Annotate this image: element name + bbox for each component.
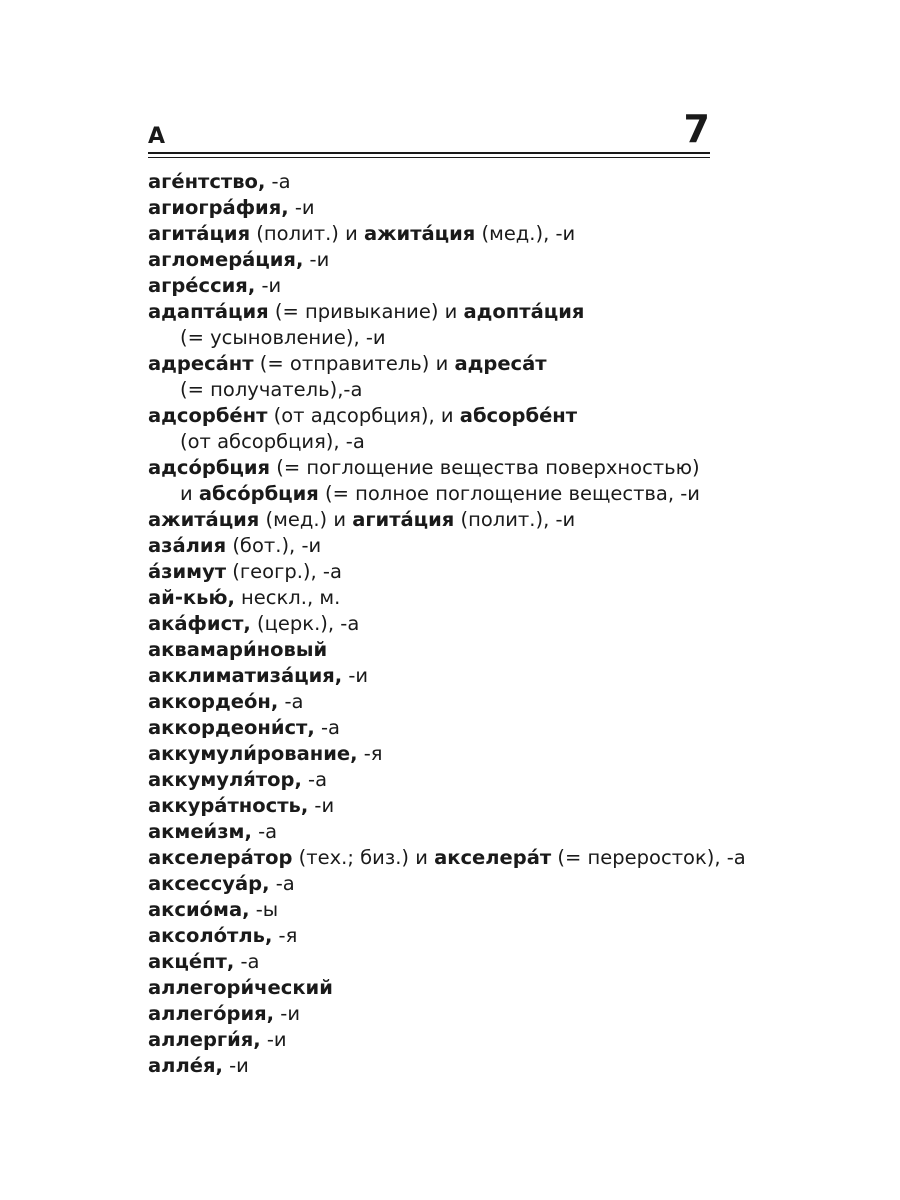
dictionary-entry <box>148 949 748 975</box>
headword: аллерги́я, <box>148 1028 261 1051</box>
header-rule-thin <box>148 157 710 158</box>
dictionary-entry <box>148 455 748 481</box>
gloss-text: -и <box>222 1054 249 1077</box>
gloss-text: (полит.), -и <box>454 508 576 531</box>
headword: адопта́ция <box>463 300 585 323</box>
dictionary-entry <box>148 1001 748 1027</box>
headword: аллегори́ческий <box>148 976 333 999</box>
dictionary-entry <box>148 533 748 559</box>
headword: акселера́тор <box>148 846 293 869</box>
headword: ака́фист, <box>148 612 251 635</box>
dictionary-entry <box>148 585 748 611</box>
headword: акклиматиза́ция, <box>148 664 343 687</box>
dictionary-entry <box>148 845 748 871</box>
dictionary-entry-continuation <box>148 429 748 455</box>
headword: аллего́рия, <box>148 1002 275 1025</box>
gloss-text: (= полное поглощение вещества, -и <box>318 482 700 505</box>
gloss-text: -а <box>234 950 260 973</box>
gloss-text: -а <box>278 690 304 713</box>
gloss-text: (тех.; биз.) и <box>292 846 435 869</box>
gloss-text: (= привыкание) и <box>268 300 464 323</box>
headword: аксоло́тль, <box>148 924 273 947</box>
dictionary-entry <box>148 507 748 533</box>
gloss-text: -я <box>272 924 298 947</box>
headword: акселера́т <box>434 846 552 869</box>
dictionary-entry <box>148 273 748 299</box>
headword: агита́ция <box>352 508 455 531</box>
headword: агре́ссия, <box>148 274 256 297</box>
dictionary-entries <box>148 169 748 1079</box>
dictionary-entry <box>148 299 748 325</box>
gloss-text: (= получатель),-а <box>180 378 363 401</box>
dictionary-entry <box>148 689 748 715</box>
headword: адреса́т <box>454 352 547 375</box>
page-number: 7 <box>683 107 710 151</box>
gloss-text: (полит.) и <box>250 222 364 245</box>
headword: ажита́ция <box>363 222 476 245</box>
gloss-text: (геогр.), -а <box>226 560 342 583</box>
gloss-text: -и <box>260 1028 287 1051</box>
gloss-text: (церк.), -а <box>250 612 360 635</box>
dictionary-entry <box>148 221 748 247</box>
headword: акце́пт, <box>148 950 235 973</box>
gloss-text: -и <box>342 664 369 687</box>
dictionary-entry-continuation <box>148 377 748 403</box>
gloss-text: -ы <box>249 898 279 921</box>
gloss-text: -и <box>288 196 315 219</box>
dictionary-entry <box>148 793 748 819</box>
headword: абсорбе́нт <box>459 404 578 427</box>
dictionary-entry <box>148 897 748 923</box>
gloss-text: (= отправитель) и <box>253 352 455 375</box>
headword: агиогра́фия, <box>148 196 289 219</box>
headword: а́зимут <box>148 560 227 583</box>
gloss-text: (= поглощение вещества поверхностью) <box>270 456 700 479</box>
dictionary-entry <box>148 819 748 845</box>
dictionary-entry <box>148 637 748 663</box>
header-rule-thick <box>148 152 710 154</box>
gloss-text: и <box>180 482 199 505</box>
dictionary-entry <box>148 351 748 377</box>
headword: абсо́рбция <box>198 482 319 505</box>
dictionary-entry <box>148 169 748 195</box>
headword: адапта́ция <box>148 300 269 323</box>
gloss-text: (от абсорбция), -а <box>180 430 365 453</box>
dictionary-entry-continuation <box>148 325 748 351</box>
gloss-text: (мед.), -и <box>475 222 576 245</box>
dictionary-entry <box>148 611 748 637</box>
section-letter: А <box>148 124 166 149</box>
headword: аккура́тность, <box>148 794 309 817</box>
dictionary-entry <box>148 559 748 585</box>
dictionary-entry <box>148 403 748 429</box>
headword: аксио́ма, <box>148 898 250 921</box>
gloss-text: (мед.) и <box>259 508 353 531</box>
headword: агломера́ция, <box>148 248 304 271</box>
dictionary-entry <box>148 871 748 897</box>
gloss-text: -а <box>314 716 340 739</box>
headword: аккумуля́тор, <box>148 768 302 791</box>
dictionary-entry <box>148 663 748 689</box>
gloss-text: -и <box>274 1002 301 1025</box>
headword: алле́я, <box>148 1054 223 1077</box>
dictionary-entry <box>148 715 748 741</box>
gloss-text: -и <box>255 274 282 297</box>
headword: аксессуа́р, <box>148 872 270 895</box>
page-header <box>148 107 710 158</box>
dictionary-entry <box>148 975 748 1001</box>
headword: адсорбе́нт <box>148 404 268 427</box>
headword: аквамари́новый <box>148 638 328 661</box>
headword: акмеи́зм, <box>148 820 252 843</box>
headword: аккордео́н, <box>148 690 279 713</box>
gloss-text: -а <box>265 170 291 193</box>
dictionary-entry <box>148 741 748 767</box>
dictionary-entry <box>148 195 748 221</box>
headword: аза́лия <box>148 534 227 557</box>
gloss-text: (бот.), -и <box>226 534 322 557</box>
headword: агита́ция <box>148 222 251 245</box>
gloss-text: (от адсорбция), и <box>267 404 460 427</box>
headword: ай-кью́, <box>148 586 235 609</box>
dictionary-entry <box>148 247 748 273</box>
dictionary-entry <box>148 1053 748 1079</box>
gloss-text: -и <box>308 794 335 817</box>
headword: аге́нтство, <box>148 170 266 193</box>
dictionary-entry <box>148 1027 748 1053</box>
dictionary-entry-continuation <box>148 481 748 507</box>
gloss-text: нескл., м. <box>234 586 341 609</box>
headword: аккордеони́ст, <box>148 716 315 739</box>
gloss-text: -а <box>269 872 295 895</box>
headword: адреса́нт <box>148 352 254 375</box>
headword: аккумули́рование, <box>148 742 358 765</box>
gloss-text: -а <box>301 768 328 791</box>
gloss-text: -я <box>357 742 383 765</box>
gloss-text: (= усыновление), -и <box>180 326 386 349</box>
dictionary-entry <box>148 923 748 949</box>
dictionary-entry <box>148 767 748 793</box>
headword: адсо́рбция <box>148 456 271 479</box>
headword: ажита́ция <box>148 508 260 531</box>
gloss-text: (= переросток), -а <box>551 846 746 869</box>
gloss-text: -а <box>251 820 278 843</box>
gloss-text: -и <box>303 248 330 271</box>
